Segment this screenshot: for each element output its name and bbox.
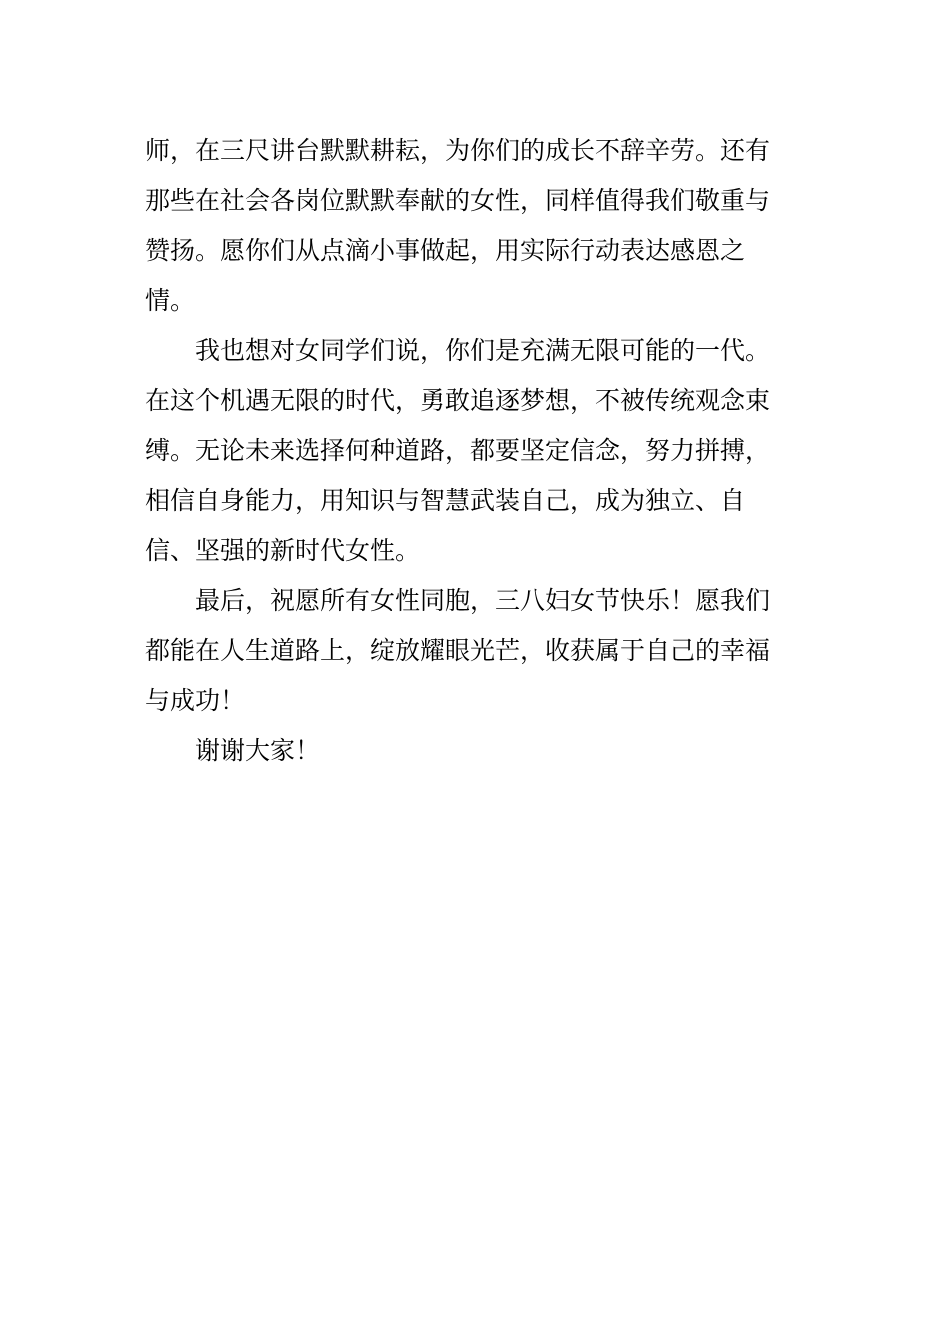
text-line: 那些在社会各岗位默默奉献的女性，同样值得我们敬重与 bbox=[145, 186, 771, 215]
text-line: 赞扬。愿你们从点滴小事做起，用实际行动表达感恩之 bbox=[145, 236, 746, 265]
document-body bbox=[145, 126, 795, 776]
text-line: 信、坚强的新时代女性。 bbox=[145, 536, 421, 565]
text-line: 缚。无论未来选择何种道路，都要坚定信念，努力拼搏， bbox=[145, 436, 771, 465]
text-line: 都能在人生道路上，绽放耀眼光芒，收获属于自己的幸福 bbox=[145, 636, 771, 665]
text-line: 在这个机遇无限的时代，勇敢追逐梦想，不被传统观念束 bbox=[145, 386, 771, 415]
closing-line: 谢谢大家！ bbox=[195, 736, 321, 765]
text-line: 与成功！ bbox=[145, 686, 246, 715]
paragraph-first-line: 最后，祝愿所有女性同胞，三八妇女节快乐！愿我们 bbox=[195, 586, 771, 615]
text-line: 相信自身能力，用知识与智慧武装自己，成为独立、自 bbox=[145, 486, 746, 515]
paragraph-first-line: 我也想对女同学们说，你们是充满无限可能的一代。 bbox=[195, 336, 771, 365]
text-line: 师，在三尺讲台默默耕耘，为你们的成长不辞辛劳。还有 bbox=[145, 136, 771, 165]
text-line: 情。 bbox=[145, 286, 196, 315]
